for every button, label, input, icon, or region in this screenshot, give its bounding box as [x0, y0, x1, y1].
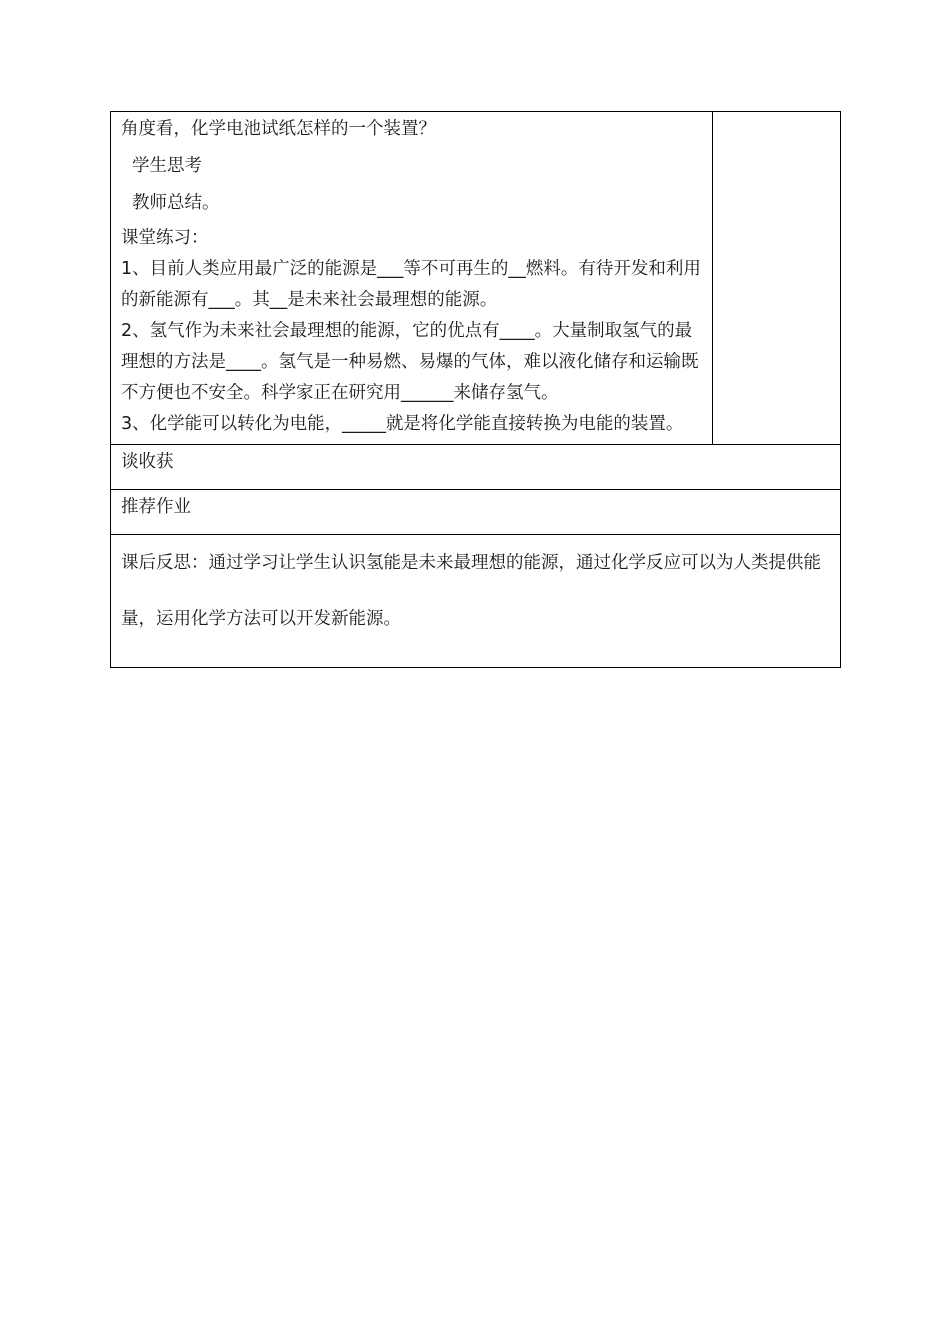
lesson-plan-table	[110, 111, 841, 668]
summary-cell	[111, 445, 841, 490]
exercise-2: 2、氢气作为未来社会最理想的能源，它的优点有____。大量制取氢气的最理想的方法是____。氢气是一种易燃、易爆的气体，难以液化储存和运输既不方便也不安全。科学家正在研究用______来储存氢气。	[121, 321, 699, 403]
teacher-summary-step: 教师总结。	[132, 193, 220, 213]
exercise-1: 1、目前人类应用最广泛的能源是___等不可再生的__燃料。有待开发和利用的新能源有___。其__是未来社会最理想的能源。	[121, 259, 701, 310]
side-notes-text	[713, 112, 840, 118]
intro-question: 角度看，化学电池试纸怎样的一个装置？	[121, 119, 436, 139]
student-thinking-step: 学生思考	[132, 156, 202, 176]
side-notes-cell	[712, 112, 840, 445]
reflection-cell	[111, 535, 841, 668]
practice-title: 课堂练习：	[121, 228, 209, 248]
homework-row	[111, 490, 841, 535]
summary-row	[111, 445, 841, 490]
exercise-3: 3、化学能可以转化为电能，_____就是将化学能直接转换为电能的装置。	[121, 414, 684, 434]
lesson-content-cell	[111, 112, 713, 445]
reflection-row	[111, 535, 841, 668]
homework-cell	[111, 490, 841, 535]
reflection-text: 课后反思：通过学习让学生认识氢能是未来最理想的能源，通过化学反应可以为人类提供能量，运用化学方法可以开发新能源。	[121, 553, 821, 629]
lesson-content-row	[111, 112, 841, 445]
homework-label: 推荐作业	[121, 497, 191, 517]
summary-label: 谈收获	[121, 452, 174, 472]
